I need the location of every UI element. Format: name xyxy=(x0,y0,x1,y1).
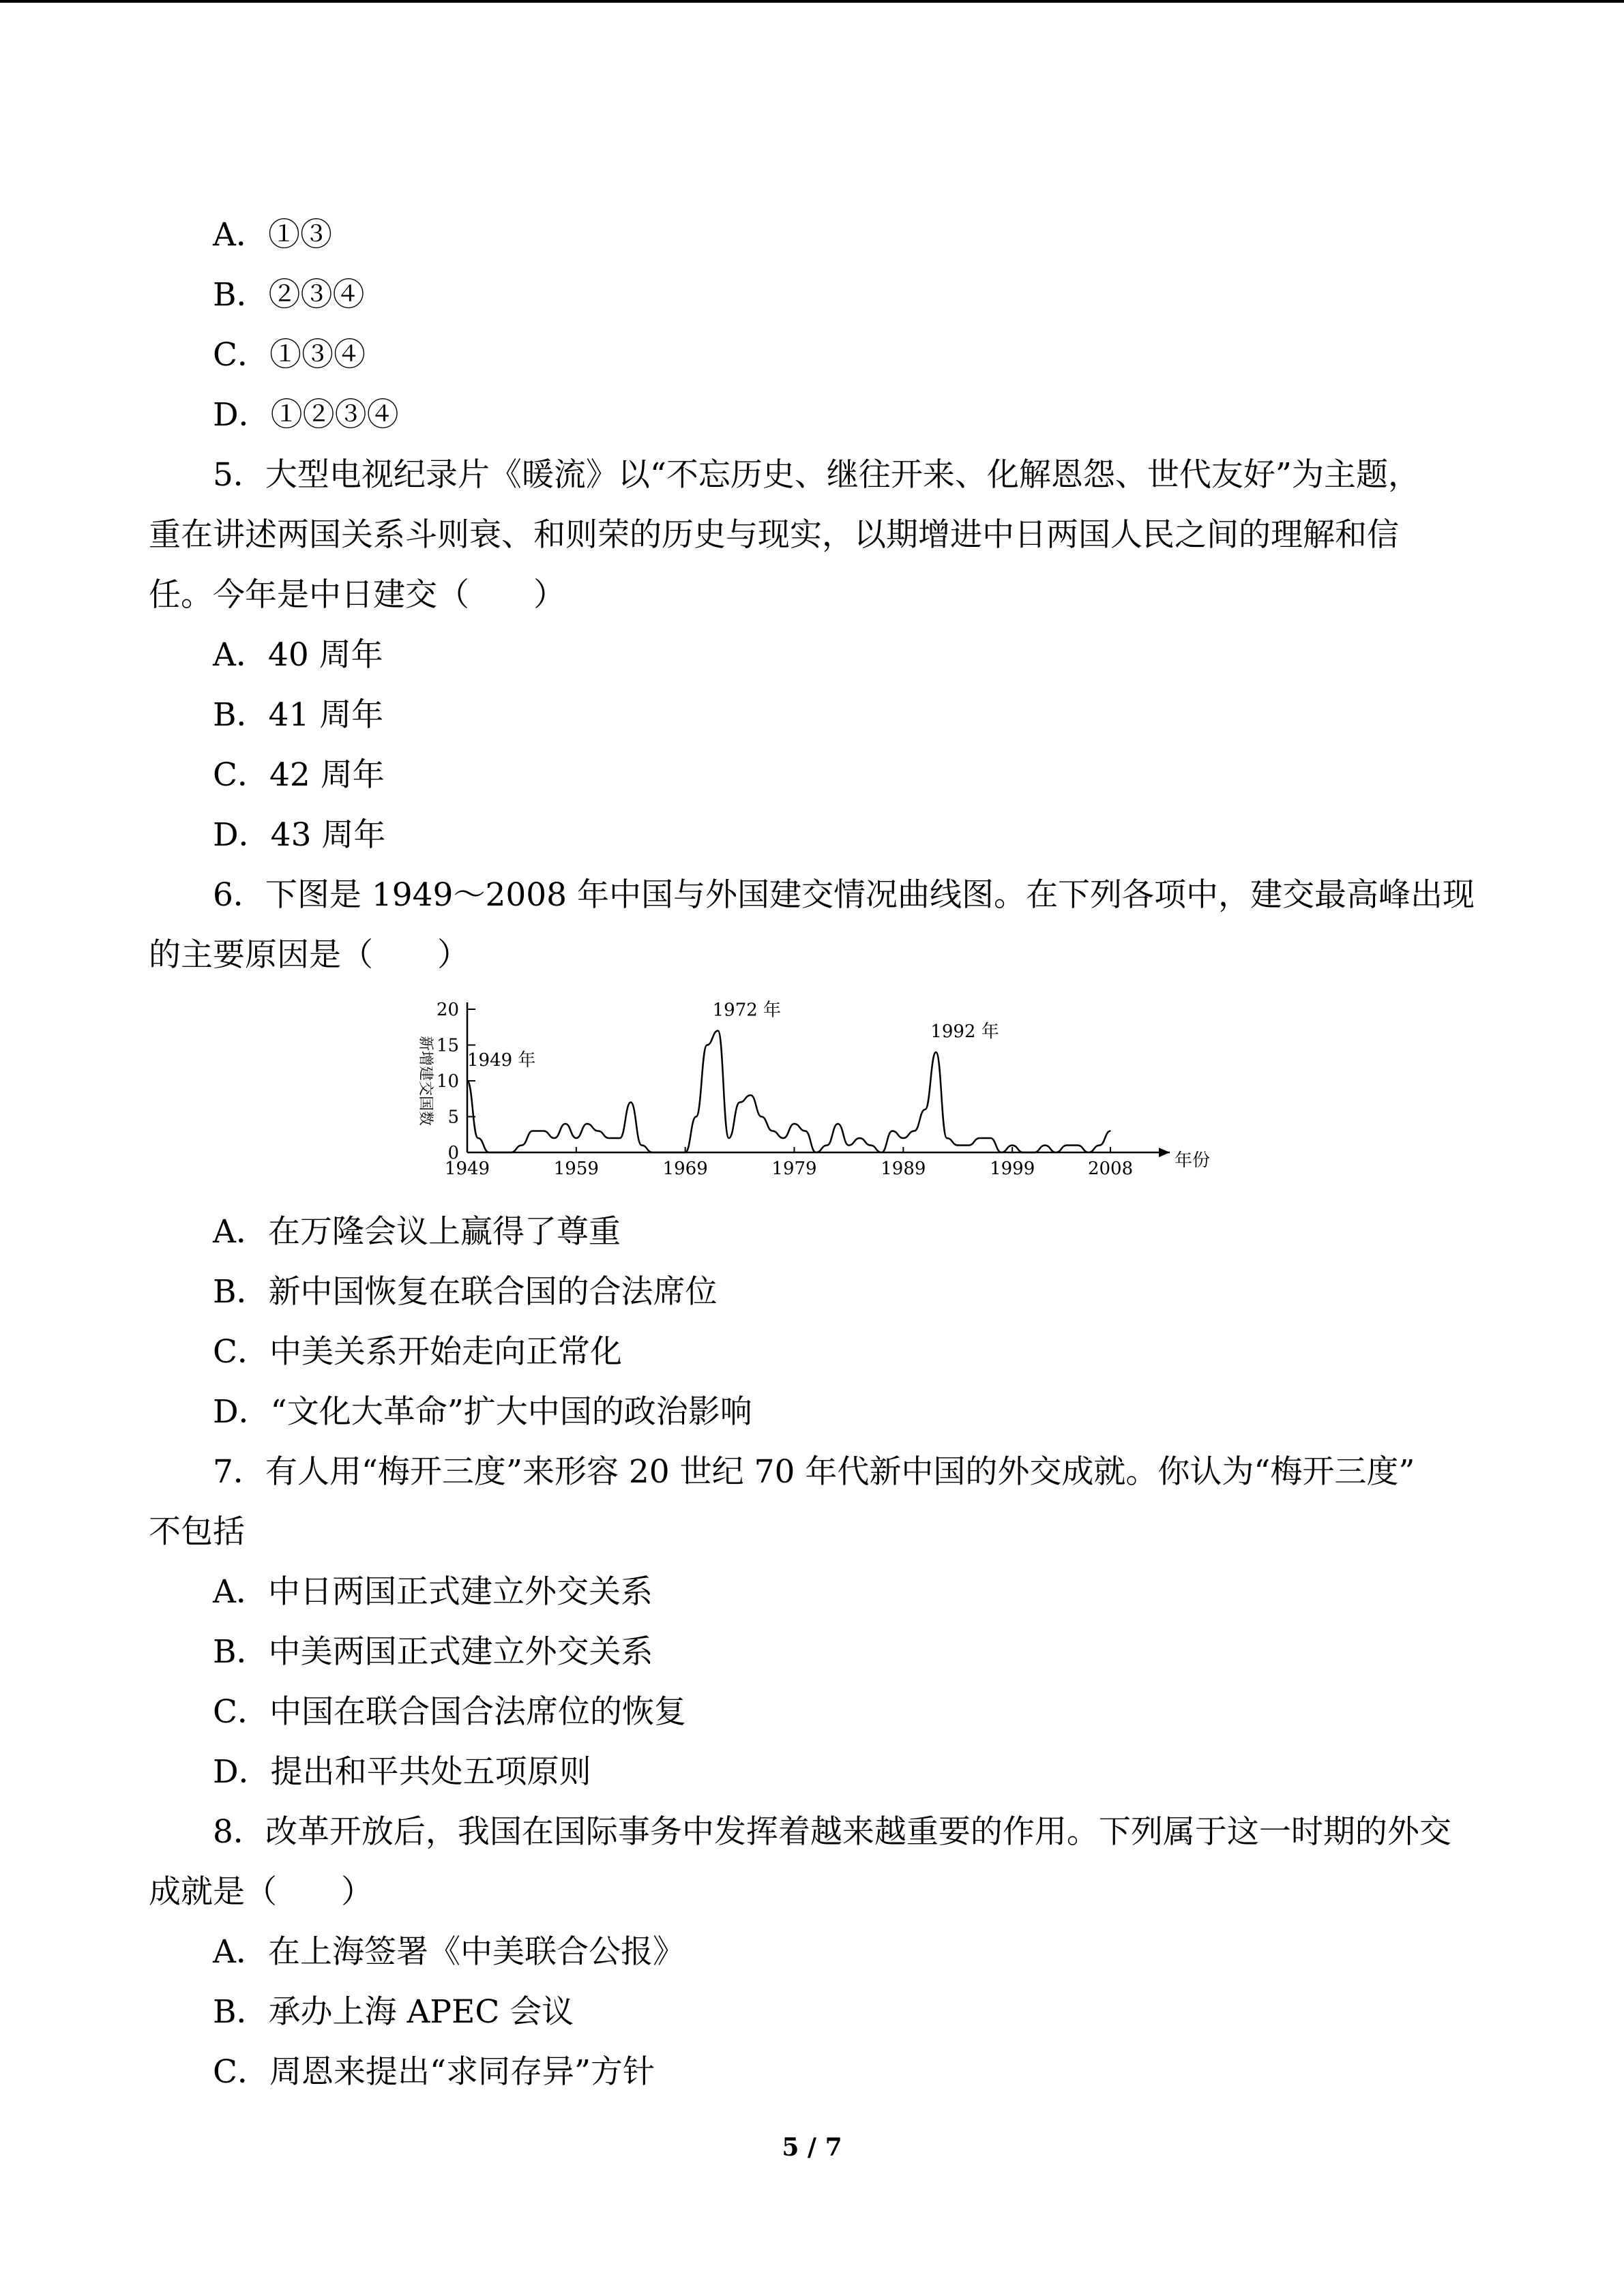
data-point-1997 xyxy=(990,1137,991,1139)
q8-option-b: B．承办上海 APEC 会议 xyxy=(213,1993,574,2031)
q4-option-b: B．②③④ xyxy=(213,276,365,314)
data-point-1965 xyxy=(641,1145,643,1146)
data-point-1979 xyxy=(794,1123,795,1124)
x-tick-label-1999: 1999 xyxy=(990,1159,1035,1179)
q4-option-d: D．①②③④ xyxy=(213,396,399,434)
x-axis-label: 年份 xyxy=(1175,1150,1211,1171)
diplomatic-relations-chart xyxy=(396,985,1214,1183)
q5-option-d: D．43 周年 xyxy=(213,816,386,854)
annotation-1972: 1972 年 xyxy=(712,1000,782,1021)
q8-stem-line-2: 成就是（ ） xyxy=(149,1873,373,1911)
x-tick-label-1959: 1959 xyxy=(553,1159,599,1179)
data-point-2008 xyxy=(1110,1131,1111,1132)
data-point-1957 xyxy=(554,1137,555,1139)
data-point-1962 xyxy=(608,1137,610,1139)
data-point-2001 xyxy=(1033,1152,1035,1153)
data-point-1996 xyxy=(979,1137,980,1139)
q7-option-d: D．提出和平共处五项原则 xyxy=(213,1753,591,1791)
y-tick-label-10: 10 xyxy=(436,1071,459,1092)
q4-option-c: C．①③④ xyxy=(213,336,366,374)
data-point-1970 xyxy=(696,1116,697,1118)
data-point-1987 xyxy=(881,1152,883,1153)
data-point-1963 xyxy=(619,1137,621,1139)
data-point-1986 xyxy=(870,1145,872,1146)
data-point-2007 xyxy=(1099,1145,1100,1146)
q5-option-c: C．42 周年 xyxy=(213,756,385,794)
data-point-1982 xyxy=(827,1145,828,1146)
q5-stem-line-2: 重在讲述两国关系斗则衰、和则荣的历史与现实，以期增进中日两国人民之间的理解和信 xyxy=(149,516,1399,554)
data-point-1989 xyxy=(903,1137,904,1139)
data-point-2003 xyxy=(1055,1152,1057,1153)
x-tick-label-1979: 1979 xyxy=(771,1159,817,1179)
q4-option-a: A．①③ xyxy=(213,216,332,254)
data-point-1985 xyxy=(859,1137,861,1139)
data-point-1990 xyxy=(914,1131,915,1132)
x-tick-label-1949: 1949 xyxy=(444,1159,490,1179)
data-point-1977 xyxy=(772,1131,773,1132)
data-point-1959 xyxy=(576,1137,577,1139)
data-point-1992 xyxy=(935,1052,936,1053)
data-point-2004 xyxy=(1066,1145,1067,1146)
data-point-1954 xyxy=(521,1145,522,1146)
x-tick-label-1969: 1969 xyxy=(662,1159,708,1179)
q8-option-c: C．周恩来提出“求同存异”方针 xyxy=(213,2053,655,2091)
data-point-2006 xyxy=(1088,1152,1089,1153)
data-point-2000 xyxy=(1022,1152,1024,1153)
data-point-1984 xyxy=(848,1145,850,1146)
q6-stem-line-2: 的主要原因是（ ） xyxy=(149,936,469,974)
top-border xyxy=(0,0,1624,3)
data-point-1993 xyxy=(946,1137,947,1139)
y-tick-label-15: 15 xyxy=(436,1035,459,1056)
data-point-1973 xyxy=(728,1137,730,1139)
q7-option-a: A．中日两国正式建立外交关系 xyxy=(213,1573,653,1611)
data-point-2005 xyxy=(1077,1145,1078,1146)
data-point-1955 xyxy=(532,1131,533,1132)
data-point-1968 xyxy=(674,1152,675,1153)
q6-option-d: D．“文化大革命”扩大中国的政治影响 xyxy=(213,1393,752,1431)
x-tick-label-1989: 1989 xyxy=(881,1159,926,1179)
data-point-1958 xyxy=(565,1123,566,1124)
q8-option-a: A．在上海签署《中美联合公报》 xyxy=(213,1933,685,1971)
data-point-1995 xyxy=(968,1145,969,1146)
q5-stem-line-3: 任。今年是中日建交（ ） xyxy=(149,576,565,614)
data-point-1999 xyxy=(1012,1145,1013,1146)
q5-stem-line-1: 5．大型电视纪录片《暖流》以“不忘历史、继往开来、化解恩怨、世代友好”为主题， xyxy=(213,456,1420,494)
q7-stem-line-1: 7．有人用“梅开三度”来形容 20 世纪 70 年代新中国的外交成就。你认为“梅开三度” xyxy=(213,1453,1415,1491)
data-point-1949 xyxy=(467,1080,468,1082)
q6-option-c: C．中美关系开始走向正常化 xyxy=(213,1333,622,1371)
data-point-1994 xyxy=(957,1145,958,1146)
q6-option-b: B．新中国恢复在联合国的合法席位 xyxy=(213,1273,718,1311)
data-point-1961 xyxy=(597,1131,599,1132)
data-point-1974 xyxy=(739,1102,741,1103)
x-axis-arrow xyxy=(1159,1148,1170,1157)
data-point-1983 xyxy=(838,1123,839,1124)
data-point-1991 xyxy=(925,1109,926,1110)
data-point-1951 xyxy=(488,1152,490,1153)
data-point-1998 xyxy=(1001,1152,1002,1153)
data-point-1972 xyxy=(718,1030,719,1032)
data-point-1964 xyxy=(630,1102,632,1103)
annotation-1949: 1949 年 xyxy=(467,1050,536,1071)
data-point-1976 xyxy=(761,1116,763,1118)
data-point-2002 xyxy=(1044,1145,1046,1146)
data-point-1966 xyxy=(652,1152,653,1153)
x-tick-label-2008: 2008 xyxy=(1087,1159,1134,1179)
y-axis-label: 新增建交国数 xyxy=(417,1035,434,1127)
data-point-1971 xyxy=(707,1045,708,1046)
q8-stem-line-1: 8．改革开放后，我国在国际事务中发挥着越来越重要的作用。下列属于这一时期的外交 xyxy=(213,1813,1451,1851)
data-point-1969 xyxy=(685,1152,686,1153)
q6-option-a: A．在万隆会议上赢得了尊重 xyxy=(213,1213,621,1251)
q6-stem-line-1: 6．下图是 1949～2008 年中国与外国建交情况曲线图。在下列各项中，建交最高峰出现 xyxy=(213,876,1475,914)
q7-option-b: B．中美两国正式建立外交关系 xyxy=(213,1633,653,1671)
series-line xyxy=(467,1031,1110,1153)
page-number: 5 / 7 xyxy=(782,2133,842,2162)
data-point-1952 xyxy=(499,1152,501,1153)
data-point-1953 xyxy=(510,1152,512,1153)
data-point-1960 xyxy=(587,1123,588,1124)
q5-option-a: A．40 周年 xyxy=(213,636,383,674)
data-point-1978 xyxy=(783,1137,784,1139)
data-point-1980 xyxy=(805,1131,806,1132)
data-point-1950 xyxy=(477,1137,479,1139)
y-tick-label-5: 5 xyxy=(447,1107,459,1128)
data-point-1988 xyxy=(892,1131,894,1132)
q7-option-c: C．中国在联合国合法席位的恢复 xyxy=(213,1693,686,1731)
q5-option-b: B．41 周年 xyxy=(213,696,384,734)
annotation-1992: 1992 年 xyxy=(930,1022,999,1042)
chart-svg xyxy=(396,985,1214,1183)
y-tick-label-0: 0 xyxy=(447,1143,459,1163)
data-point-1975 xyxy=(750,1094,752,1096)
data-point-1981 xyxy=(816,1152,817,1153)
q7-stem-line-2: 不包括 xyxy=(149,1513,245,1551)
data-point-1967 xyxy=(663,1152,664,1153)
data-point-1956 xyxy=(543,1131,544,1132)
y-tick-label-20: 20 xyxy=(436,1000,459,1020)
